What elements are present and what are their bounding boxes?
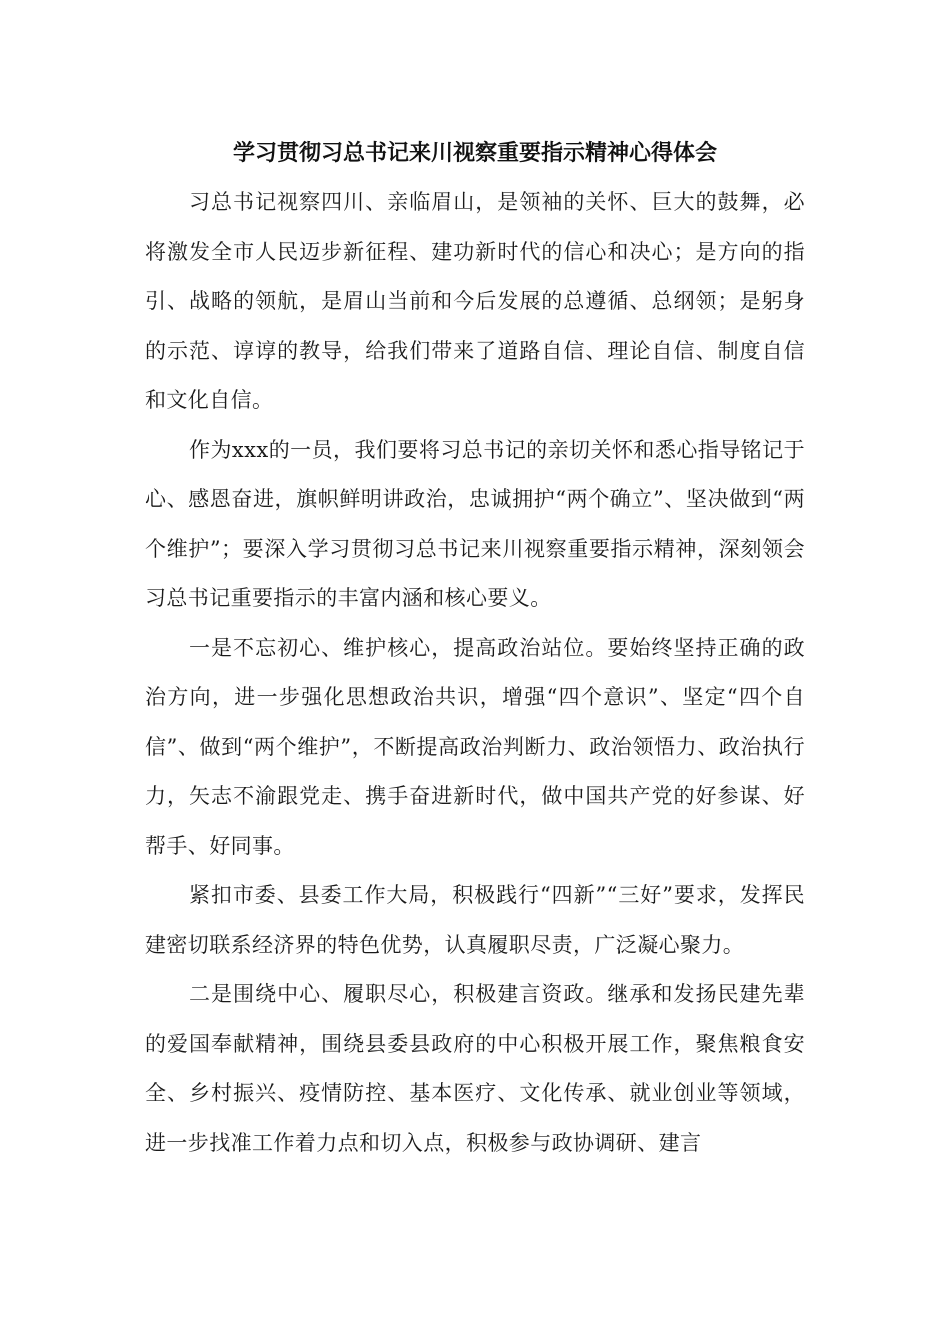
paragraph-5: 二是围绕中心、履职尽心，积极建言资政。继承和发扬民建先辈的爱国奉献精神，围绕县委县政府的中心积极开展工作，聚焦粮食安全、乡村振兴、疫情防控、基本医疗、文化传承、就业创业等领域，进一步找准工作着力点和切入点，积极参与政协调研、建言 [145, 982, 805, 1155]
paragraph-2: 作为xxx的一员，我们要将习总书记的亲切关怀和悉心指导铭记于心、感恩奋进，旗帜鲜明讲政治，忠诚拥护“两个确立”、坚决做到“两个维护”；要深入学习贯彻习总书记来川视察重要指示精神，深刻领会习总书记重要指示的丰富内涵和核心要义。 [145, 437, 805, 610]
document-title: 学习贯彻习总书记来川视察重要指示精神心得体会 [232, 140, 717, 166]
paragraph-4: 紧扣市委、县委工作大局，积极践行“四新”“三好”要求，发挥民建密切联系经济界的特色优势，认真履职尽责，广泛凝心聚力。 [145, 883, 805, 957]
document-body [145, 178, 805, 1168]
paragraph-1: 习总书记视察四川、亲临眉山，是领袖的关怀、巨大的鼓舞，必将激发全市人民迈步新征程、建功新时代的信心和决心；是方向的指引、战略的领航，是眉山当前和今后发展的总遵循、总纲领；是躬身的示范、谆谆的教导，给我们带来了道路自信、理论自信、制度自信和文化自信。 [145, 190, 805, 412]
paragraph-3: 一是不忘初心、维护核心，提高政治站位。要始终坚持正确的政治方向，进一步强化思想政治共识，增强“四个意识”、坚定“四个自信”、做到“两个维护”，不断提高政治判断力、政治领悟力、政治执行力，矢志不渝跟党走、携手奋进新时代，做中国共产党的好参谋、好帮手、好同事。 [145, 635, 805, 858]
